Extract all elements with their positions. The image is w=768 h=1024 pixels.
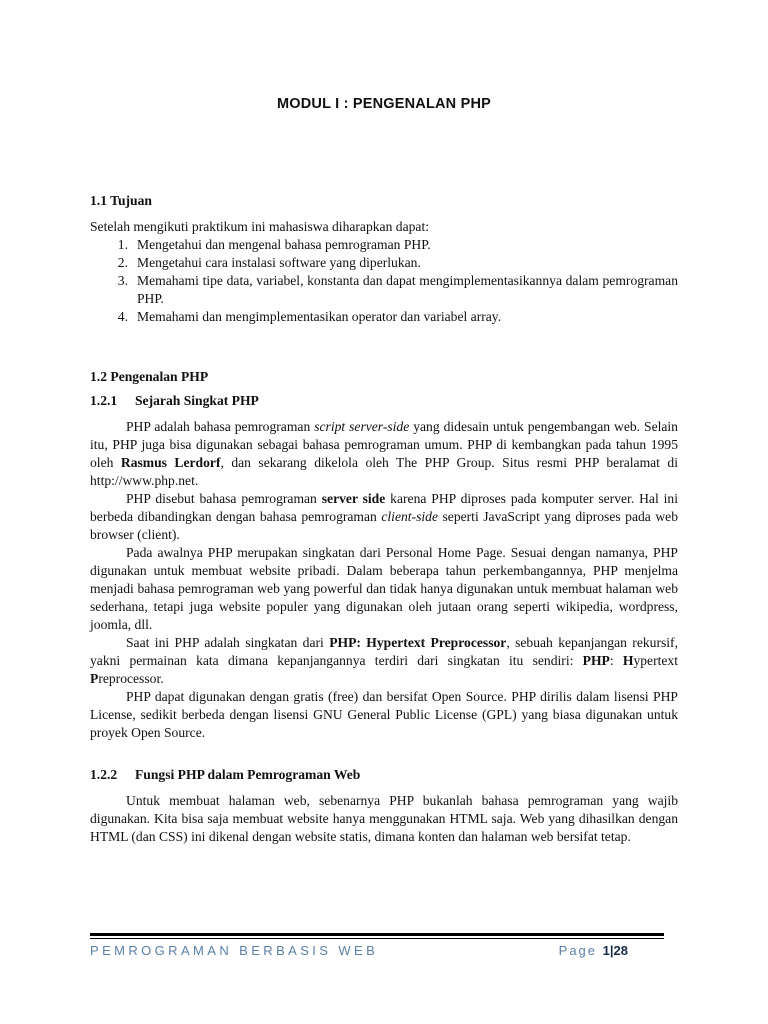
body-text (90, 418, 678, 742)
paragraph: PHP dapat digunakan dengan gratis (free) dan bersifat Open Source. PHP dirilis dalam lisensi PHP License, sedikit berbeda dengan lisensi GNU General Public License (GPL) yang biasa digunakan untuk proyek Open Source. (90, 689, 678, 740)
list-item: 3. Memahami tipe data, variabel, konstanta dan dapat mengimplementasikannya dalam pemrograman PHP. (117, 273, 678, 306)
footer-divider (90, 933, 664, 936)
footer-course-title: PEMROGRAMAN BERBASIS WEB (90, 943, 379, 958)
list-item: 1. Mengetahui dan mengenal bahasa pemrograman PHP. (117, 237, 431, 252)
paragraph: Untuk membuat halaman web, sebenarnya PHP bukanlah bahasa pemrograman yang wajib digunakan. Kita bisa saja membuat website hanya menggunakan HTML saja. Web yang dihasilkan dengan HTML (dan CSS) ini dikenal dengan website statis, dimana konten dan halaman web bersifat tetap. (90, 793, 678, 844)
list-item: 4. Memahami dan mengimplementasikan operator dan variabel array. (117, 309, 502, 324)
paragraph: PHP adalah bahasa pemrograman script server-side yang didesain untuk pengembangan web. Selain itu, PHP juga bisa digunakan sebagai bahasa pemrograman umum. PHP di kembangkan pada tahun 1995 oleh Rasmus Lerdorf, dan sekarang dikelola oleh The PHP Group. Situs resmi PHP beralamat di http://www.php.net. (90, 419, 678, 488)
objectives-list (90, 236, 678, 326)
paragraph: PHP disebut bahasa pemrograman server side karena PHP diproses pada komputer server. Hal ini berbeda dibandingkan dengan bahasa pemrograman client-side seperti JavaScript yang diproses pada web browser (client). (90, 491, 679, 542)
paragraph: Pada awalnya PHP merupakan singkatan dari Personal Home Page. Sesuai dengan namanya, PHP digunakan untuk membuat website pribadi. Dalam beberapa tahun perkembangannya, PHP menjelma menjadi bahasa pemrograman web yang powerful dan tidak hanya digunakan untuk membuat halaman web sederhana, tetapi juga website populer yang digunakan oleh jutaan orang seperti wikipedia, wordpress, joomla, dll. (90, 545, 678, 632)
subsection-heading: 1.2.1 Sejarah Singkat PHP (90, 393, 259, 408)
footer-divider-thin (90, 938, 664, 939)
body-text (90, 792, 678, 846)
section-heading: 1.2 Pengenalan PHP (90, 369, 209, 384)
section-pengenalan (90, 368, 678, 846)
intro-text: Setelah mengikuti praktikum ini mahasiswa diharapkan dapat: (90, 219, 430, 234)
subsection-heading: 1.2.2 Fungsi PHP dalam Pemrograman Web (90, 767, 361, 782)
section-tujuan (90, 192, 678, 326)
paragraph: Saat ini PHP adalah singkatan dari PHP: Hypertext Preprocessor, sebuah kepanjangan rekursif, yakni permainan kata dimana kepanjangannya terdiri dari singkatan itu sendiri: PHP: Hypertext Preprocessor. (90, 635, 678, 686)
footer-page-number: Page 1|28 (558, 943, 628, 958)
page-title: MODUL I : PENGENALAN PHP (277, 96, 491, 112)
list-item: 2. Mengetahui cara instalasi software yang diperlukan. (117, 255, 421, 270)
section-heading: 1.1 Tujuan (90, 193, 152, 208)
